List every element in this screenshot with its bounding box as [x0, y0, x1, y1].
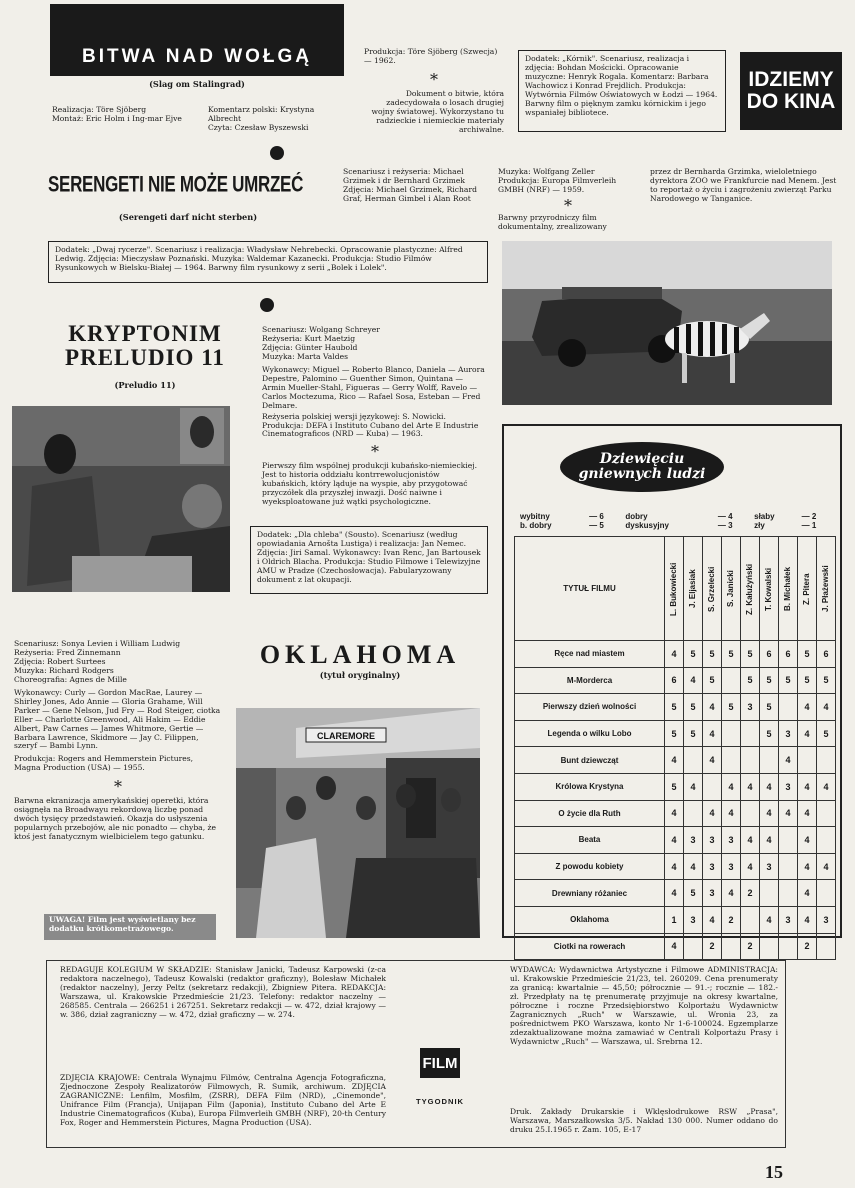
bitwa-credits-right: Komentarz polski: Krystyna Albrecht Czyta: Czesław Byszewski: [208, 105, 315, 132]
score-cell: 6: [817, 641, 836, 668]
score-cell: 4: [722, 800, 741, 827]
zebra-jeep-image: [502, 241, 832, 405]
score-cell: 4: [798, 720, 817, 747]
score-cell: [741, 720, 760, 747]
kryptonim-title: KRYPTONIM PRELUDIO 11: [65, 321, 225, 371]
oklahoma-still-image: [236, 708, 480, 938]
bitwa-title: BITWA NAD WOŁGĄ: [81, 46, 313, 67]
score-cell: 4: [665, 853, 684, 880]
film-title: M-Morderca: [515, 667, 665, 694]
score-cell: 5: [798, 667, 817, 694]
critic-name: S. Janicki: [726, 570, 735, 607]
serengeti-photo: [502, 241, 832, 405]
score-cell: 4: [684, 853, 703, 880]
oklahoma-subtitle: (tytuł oryginalny): [319, 670, 401, 680]
kryptonim-subtitle: (Preludio 11): [114, 380, 176, 390]
bitwa-title-banner: [50, 4, 344, 76]
film-title: Królowa Krystyna: [515, 773, 665, 800]
score-cell: 3: [684, 827, 703, 854]
oklahoma-credits-block: [14, 640, 222, 842]
critic-header: [665, 537, 684, 641]
score-cell: 6: [779, 641, 798, 668]
critic-name: Z. Pitera: [802, 572, 811, 605]
score-cell: 4: [760, 800, 779, 827]
score-cell: 4: [741, 853, 760, 880]
score-cell: [684, 747, 703, 774]
score-cell: 4: [722, 773, 741, 800]
critic-header: [722, 537, 741, 641]
footer-zdjecia: ZDJĘCIA KRAJOWE: Centrala Wynajmu Filmów, Centralna Agencja Fotograficzna, Zjednoczone Zespoły Realizatorów Filmowych, R. Sumik, archiwum. ZDJĘCIA ZAGRANICZNE: Lenfilm, Mosfilm, (ZSRR), DEFA Film (NRD), „Cinemonde", Unifrance Film (Francja), Unijapan Film (Japonia), Instituto Cubano del Arte E Industrie Cinematograficos (Kuba), Europa Filmverleih GMBH (NRF), 20-th Century Fox, Roger and Hemmerstein Pictures, Magna Production (USA).: [60, 1073, 386, 1127]
score-cell: [779, 853, 798, 880]
score-cell: [684, 800, 703, 827]
score-cell: 5: [684, 694, 703, 721]
legend-cell: słaby: [754, 512, 775, 521]
idziemy-line2: DO KINA: [746, 90, 836, 113]
film-title: Drewniany różaniec: [515, 880, 665, 907]
oklahoma-title: OKLAHOMA: [259, 640, 461, 669]
kryptonim-credits: Scenariusz: Wolgang Schreyer Reżyseria: Kurt Maetzig Zdjęcia: Günter Haubold Muzyka: Marta Valdes: [262, 325, 380, 361]
rating-title-badge: Dziewięciu gniewnych ludzi: [560, 442, 724, 492]
page-number: 15: [765, 1162, 783, 1182]
serengeti-subtitle: (Serengeti darf nicht sterben): [118, 212, 258, 222]
score-cell: 4: [779, 747, 798, 774]
score-cell: 4: [703, 720, 722, 747]
film-title: Ciotki na rowerach: [515, 933, 665, 960]
score-cell: 2: [722, 906, 741, 933]
table-row: [515, 880, 836, 907]
legend-cell: — 4: [717, 512, 733, 521]
critic-header: [684, 537, 703, 641]
kornik-text: Dodatek: „Kórnik". Scenariusz, realizacja i zdjęcia: Bohdan Mościcki. Opracowanie muzyczne: Henryk Rogala. Komentarz: Barbara Wachowicz i Konrad Frejdlich. Produkcja: Wytwórnia Filmów Oświatowych w Łodzi — 1964. Barwny film o pięknym zamku kórnickim i jego wspaniałej bibliotece.: [525, 54, 718, 117]
score-cell: 6: [760, 641, 779, 668]
legend-row: [518, 512, 836, 521]
score-cell: 4: [817, 694, 836, 721]
score-cell: 1: [665, 906, 684, 933]
score-cell: 4: [703, 800, 722, 827]
critic-header: [760, 537, 779, 641]
score-cell: 3: [722, 827, 741, 854]
star-divider: *: [114, 777, 122, 797]
film-title: Legenda o wilku Lobo: [515, 720, 665, 747]
score-cell: 4: [665, 880, 684, 907]
score-cell: 4: [703, 694, 722, 721]
score-cell: 4: [665, 747, 684, 774]
score-cell: [760, 933, 779, 960]
score-cell: 3: [817, 906, 836, 933]
critic-name: S. Grzelecki: [707, 565, 716, 612]
score-cell: [817, 933, 836, 960]
score-cell: [741, 800, 760, 827]
score-cell: [779, 694, 798, 721]
ratings-table: [514, 536, 836, 960]
rating-panel: [502, 424, 842, 952]
film-title: Beata: [515, 827, 665, 854]
legend-cell: — 1: [801, 521, 817, 530]
oklahoma-credits: Scenariusz: Sonya Levien i William Ludwig Reżyseria: Fred Zinnemann Zdjęcia: Robert Surtees Muzyka: Richard Rodgers Choreografia: Agnes de Mille: [14, 639, 181, 684]
score-cell: 5: [760, 720, 779, 747]
claremore-sign: CLAREMORE: [317, 731, 375, 741]
score-cell: [722, 720, 741, 747]
critic-name: L. Bukowiecki: [669, 561, 678, 616]
kryptonim-description: Pierwszy film wspólnej produkcji kubańsko-niemieckiej. Jest to historia oddziału kontrrewolucjonistów kubańskich, który ląduje na wyspie, aby przygotować przyczółek dla przyszłej inwazji. Dość naiwne i wyeksploatowane już wątki psychologiczne.: [262, 461, 478, 507]
score-cell: 4: [760, 906, 779, 933]
star-divider: *: [371, 442, 379, 462]
score-cell: 5: [684, 880, 703, 907]
score-cell: [779, 933, 798, 960]
score-cell: 4: [684, 773, 703, 800]
table-row: [515, 853, 836, 880]
score-cell: 4: [798, 853, 817, 880]
score-cell: 2: [798, 933, 817, 960]
serengeti-credits: Scenariusz i reżyseria: Michael Grzimek i dr Bernhard Grzimek Zdjęcia: Michael Grzimek, Richard Graf, Herman Gimbel i Alan Root: [343, 167, 477, 203]
film-title: Bunt dziewcząt: [515, 747, 665, 774]
score-cell: 4: [798, 694, 817, 721]
score-cell: 5: [703, 641, 722, 668]
score-cell: 2: [703, 933, 722, 960]
film-title: O życie dla Ruth: [515, 800, 665, 827]
footer-redaguje: REDAGUJE KOLEGIUM W SKŁADZIE: Stanisław Janicki, Tadeusz Karpowski (z-ca redaktora naczelnego), Tadeusz Kowalski (redaktor graficzny), Bolesław Michałek (redaktor naczelny), Jerzy Peltz (sekretarz redakcji), Zbigniew Pitera. REDAKCJA: Warszawa, ul. Krakowskie Przedmieście 21/23. Telefony: redaktor naczelny — 268585. Centrala — 266251 i 267251. Sekretarz redakcji — w. 472, dział krajowy — w. 386, dział zagraniczny — w. 472, dział graficzny — w. 274.: [60, 965, 386, 1019]
score-cell: 3: [684, 906, 703, 933]
critic-header: [798, 537, 817, 641]
bitwa-description: Dokument o bitwie, która zadecydowała o losach drugiej wojny światowej. Wykorzystano tu radzieckie i niemieckie materiały archiwalne.: [371, 88, 504, 134]
table-row: [515, 747, 836, 774]
score-cell: 2: [741, 880, 760, 907]
score-cell: [817, 827, 836, 854]
score-cell: 3: [703, 880, 722, 907]
film-title: Z powodu kobiety: [515, 853, 665, 880]
table-row: [515, 773, 836, 800]
critics-header-row: [515, 537, 836, 641]
critic-header: [817, 537, 836, 641]
legend-cell: dyskusyjny: [625, 521, 669, 530]
film-logo: FILM: [420, 1048, 460, 1078]
legend-cell: — 6: [589, 512, 604, 521]
legend-cell: b. dobry: [520, 521, 552, 530]
score-cell: [817, 880, 836, 907]
score-cell: 4: [798, 827, 817, 854]
score-cell: [722, 933, 741, 960]
rating-legend: [518, 512, 836, 530]
legend-row: [518, 521, 836, 530]
film-title: Ręce nad miastem: [515, 641, 665, 668]
section-dot: [270, 146, 284, 160]
critic-name: T. Kowalski: [764, 566, 773, 611]
oklahoma-photo: [236, 708, 480, 938]
star-divider: *: [430, 69, 438, 89]
score-cell: 3: [760, 853, 779, 880]
score-cell: 4: [741, 773, 760, 800]
film-title: Oklahoma: [515, 906, 665, 933]
table-row: [515, 827, 836, 854]
score-cell: 5: [779, 667, 798, 694]
score-cell: 5: [817, 667, 836, 694]
score-cell: [817, 800, 836, 827]
legend-cell: — 3: [717, 521, 733, 530]
bitwa-production: Produkcja: Töre Sjöberg (Szwecja) — 1962. * Dokument o bitwie, która zadecydowała o losach drugiej wojny światowej. Wykorzystano tu radzieckie i niemieckie materiały archiwalne.: [364, 47, 504, 134]
score-cell: 3: [779, 773, 798, 800]
score-cell: 4: [665, 800, 684, 827]
score-cell: 5: [760, 694, 779, 721]
table-row: [515, 906, 836, 933]
score-cell: 4: [798, 800, 817, 827]
serengeti-desc-b: przez dr Bernharda Grzimka, wieloletniego dyrektora ZOO we Frankfurcie nad Menem. Jest to reportaż o życiu i zagrożeniu zwierząt Parku Narodowego w Tanganice.: [650, 167, 837, 203]
critic-header: [741, 537, 760, 641]
bitwa-credits-left: Realizacja: Töre Sjöberg Montaż: Eric Holm i Ing-mar Ejve: [52, 105, 182, 123]
star-divider: *: [564, 195, 572, 215]
kryptonim-credits-block: [262, 326, 488, 507]
score-cell: [722, 667, 741, 694]
score-cell: 4: [665, 641, 684, 668]
score-cell: 4: [722, 880, 741, 907]
score-cell: [779, 880, 798, 907]
table-row: [515, 641, 836, 668]
table-row: [515, 800, 836, 827]
legend-cell: dobry: [625, 512, 648, 521]
footer-wydawca: WYDAWCA: Wydawnictwa Artystyczne i Filmowe ADMINISTRACJA: ul. Krakowskie Przedmieście 21/23, tel. 260209. Cena prenumeraty za granicą: kwartalnie — 45,50; półrocznie — 91.-; rocznie — 182.- zł. Przedpłaty na tę prenumeratę przyjmuje na okresy kwartalne, półroczne i roczne Przedsiębiorstwo Kolportażu Wydawnictw Zagranicznych „Ruch" w Warszawie, ul. Wronia 23, za pośrednictwem PKO Warszawa, konto Nr 1-6-100024. Egzemplarze zdezaktualizowane można zamawiać w Centrali Kolportażu Prasy i Wydawnictw „Ruch" — Warszawa, ul. Srebrna 12.: [510, 965, 778, 1046]
legend-cell: wybitny: [520, 512, 550, 521]
score-cell: 5: [817, 720, 836, 747]
score-cell: [703, 773, 722, 800]
kryptonim-photo: [12, 406, 230, 592]
score-cell: 3: [779, 720, 798, 747]
chleba-text: Dodatek: „Dla chleba" (Sousto). Scenariusz (według opowiadania Arnošta Lustiga) i realizacja: Jan Nemec. Zdjęcia: Jiri Samal. Wykonawcy: Ivan Renc, Jan Bartousek i Oldrich Blacha. Produkcja: Studio Filmowe i Telewizyjne AMU w Pradze (Czechosłowacja). Fabularyzowany dokument z lat okupacji.: [257, 530, 481, 584]
score-cell: 4: [817, 853, 836, 880]
score-cell: 3: [703, 827, 722, 854]
score-cell: 4: [703, 747, 722, 774]
section-dot: [260, 298, 274, 312]
score-cell: [817, 747, 836, 774]
score-cell: 4: [798, 880, 817, 907]
serengeti-title: SERENGETI NIE MOŻE UMRZEĆ: [48, 172, 304, 197]
legend-cell: zły: [754, 521, 765, 530]
table-row: [515, 694, 836, 721]
critic-name: Z. Kałużyński: [745, 562, 754, 615]
score-cell: 5: [722, 694, 741, 721]
score-cell: 6: [665, 667, 684, 694]
serengeti-music: Muzyka: Wolfgang Zeller Produkcja: Europa Filmverleih GMBH (NRF) — 1959. * Barwny przyrodniczy film dokumentalny, zrealizowany: [498, 168, 638, 232]
critic-header: [703, 537, 722, 641]
oklahoma-description: Barwna ekranizacja amerykańskiej operetki, która osiągnęła na Broadwayu rekordową liczbę ponad dwóch tysięcy przedstawień. Okazja do usłyszenia popularnych przebojów, ale nic ponadto — chyba, że ktoś jest fanatycznym wielbicielem tego gatunku.: [14, 796, 217, 842]
score-cell: 3: [741, 694, 760, 721]
score-cell: 4: [760, 773, 779, 800]
score-cell: [741, 747, 760, 774]
score-cell: 5: [741, 667, 760, 694]
kryptonim-cast: Wykonawcy: Miguel — Roberto Blanco, Daniela — Aurora Depestre, Palomino — Guenther Simon, Quintana — Armin Mueller-Stahl, Figueras — Gerry Wolff, Ravelo — Carlos Moctezuma, Rico — Rafael Sosa, Esteban — Fred Delmare.: [262, 364, 485, 410]
legend-cell: — 2: [801, 512, 817, 521]
score-cell: [684, 933, 703, 960]
chleba-box: [250, 526, 488, 594]
score-cell: 4: [741, 827, 760, 854]
kryptonim-still-image: [12, 406, 230, 592]
critic-name: J. Eljasiak: [688, 569, 697, 608]
rycerze-text: Dodatek: „Dwaj rycerze". Scenariusz i realizacja: Władysław Nehrebecki. Opracowanie plastyczne: Alfred Ledwig. Zdjęcia: Mieczysław Poznański. Muzyka: Waldemar Kazanecki. Produkcja: Studio Filmów Rysunkowych w Bielsku-Białej — 1964. Barwny film rysunkowy z serii „Bolek i Lolek".: [55, 245, 463, 272]
table-row: [515, 720, 836, 747]
footer-druk: Druk. Zakłady Drukarskie i Wklęsłodrukowe RSW „Prasa", Warszawa, Marszałkowska 3/5. Nakład 130 000. Numer oddano do druku 25.I.1965 r. Zam. 105, E-17: [510, 1107, 778, 1134]
film-title-header: TYTUŁ FILMU: [515, 537, 665, 641]
score-cell: 4: [798, 773, 817, 800]
oklahoma-cast: Wykonawcy: Curly — Gordon MacRae, Laurey — Shirley Jones, Ado Annie — Gloria Grahame, Will Parker — Gene Nelson, Jud Fry — Rod Steiger, ciotka Eller — Charlotte Greenwood, Ali Hakim — Eddie Albert, Paw Carnes — James Whitmore, Gertie — Barbara Lawrence, Skidmore — Jay C. Filippen, szeryf — Bambi Lynn.: [14, 687, 221, 751]
idziemy-do-kina-logo: [740, 52, 842, 130]
table-row: [515, 667, 836, 694]
score-cell: 5: [722, 641, 741, 668]
score-cell: 5: [703, 667, 722, 694]
score-cell: [760, 747, 779, 774]
critic-name: B. Michałek: [783, 566, 792, 611]
score-cell: 5: [684, 641, 703, 668]
score-cell: 2: [741, 933, 760, 960]
score-cell: 5: [665, 720, 684, 747]
score-cell: 4: [665, 933, 684, 960]
score-cell: 5: [665, 694, 684, 721]
score-cell: 3: [722, 853, 741, 880]
score-cell: 3: [703, 853, 722, 880]
score-cell: 4: [684, 667, 703, 694]
score-cell: 4: [817, 773, 836, 800]
score-cell: 5: [798, 641, 817, 668]
score-cell: 4: [665, 827, 684, 854]
score-cell: 5: [741, 641, 760, 668]
score-cell: 5: [760, 667, 779, 694]
table-row: [515, 933, 836, 960]
score-cell: [741, 906, 760, 933]
score-cell: 4: [779, 800, 798, 827]
oklahoma-warning: UWAGA! Film jest wyświetlany bez dodatku krótkometrażowego.: [44, 914, 216, 940]
score-cell: [798, 747, 817, 774]
score-cell: 5: [684, 720, 703, 747]
score-cell: 4: [798, 906, 817, 933]
score-cell: 5: [665, 773, 684, 800]
score-cell: [722, 747, 741, 774]
critic-header: [779, 537, 798, 641]
serengeti-desc-a: Barwny przyrodniczy film dokumentalny, zrealizowany: [498, 212, 607, 231]
kornik-box: [518, 50, 726, 132]
score-cell: 3: [779, 906, 798, 933]
bitwa-subtitle: (Slag om Stalingrad): [149, 79, 245, 89]
score-cell: 4: [760, 827, 779, 854]
film-title: Pierwszy dzień wolności: [515, 694, 665, 721]
score-cell: 4: [703, 906, 722, 933]
kryptonim-polish: Reżyseria polskiej wersji językowej: S. Nowicki. Produkcja: DEFA i Instituto Cubano del Arte E Industrie Cinematograficos (NRD — Kuba) — 1963.: [262, 411, 479, 439]
legend-cell: — 5: [589, 521, 604, 530]
idziemy-line1: IDZIEMY: [748, 67, 834, 91]
oklahoma-production: Produkcja: Rogers and Hemmerstein Pictures, Magna Production (USA) — 1955.: [14, 754, 194, 773]
rycerze-box: [48, 241, 488, 283]
score-cell: [779, 827, 798, 854]
footer-tygodnik: TYGODNIK: [415, 1097, 465, 1106]
score-cell: [760, 880, 779, 907]
critic-name: J. Płażewski: [821, 565, 830, 612]
